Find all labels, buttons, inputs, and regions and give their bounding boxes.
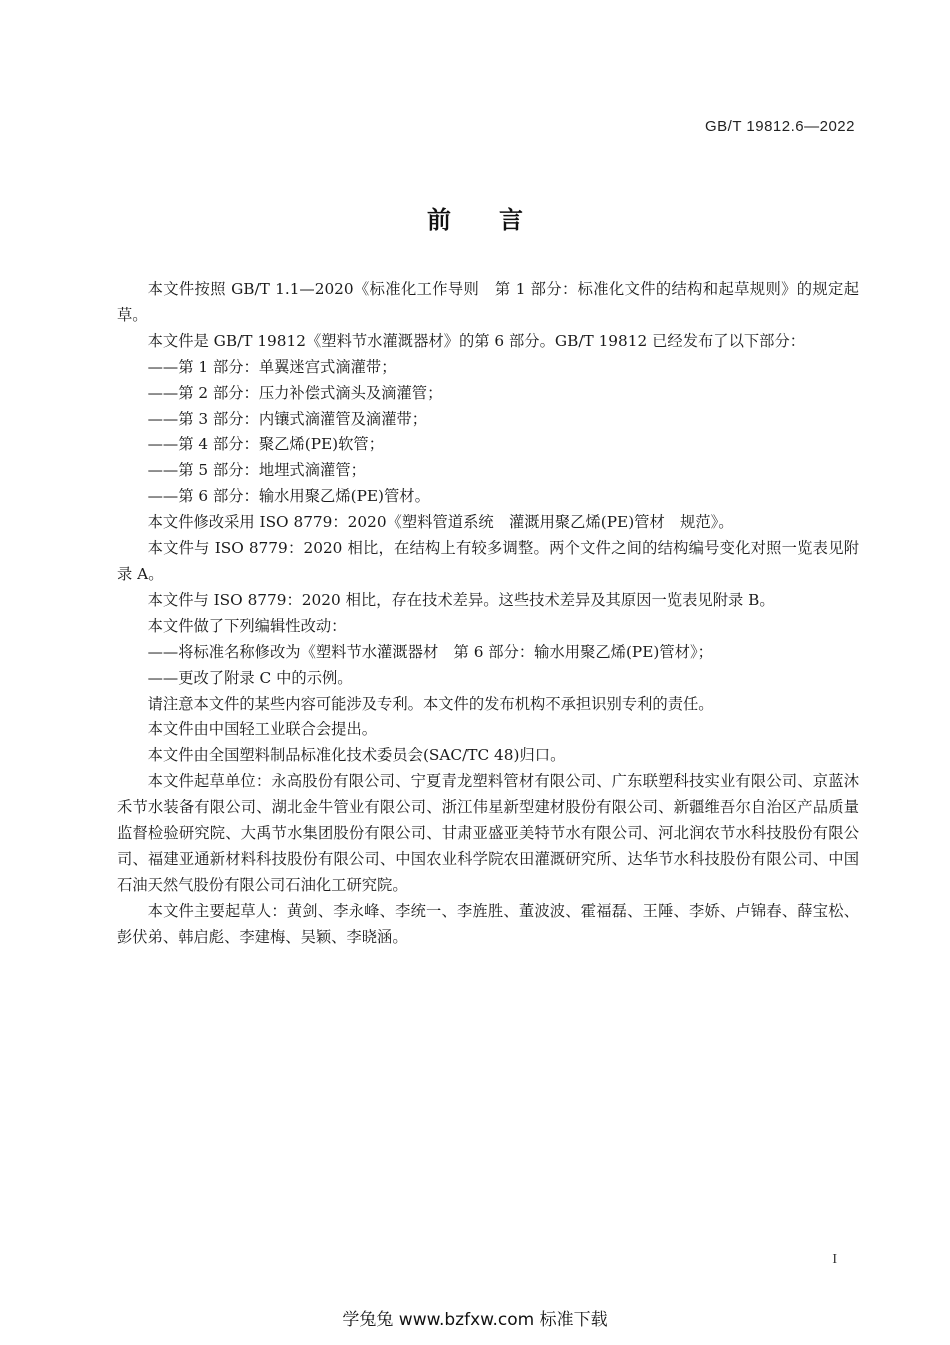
paragraph-patent-notice: 请注意本文件的某些内容可能涉及专利。本文件的发布机构不承担识别专利的责任。 <box>147 694 714 713</box>
list-item-editorial-2: ——更改了附录 C 中的示例。 <box>147 668 353 687</box>
paragraph-technical-committee: 本文件由全国塑料制品标准化技术委员会(SAC/TC 48)归口。 <box>147 746 566 765</box>
page-title: 前言 <box>427 206 571 234</box>
list-item-part-5: ——第 5 部分：地埋式滴灌管； <box>147 461 366 480</box>
list-item-part-6: ——第 6 部分：输水用聚乙烯(PE)管材。 <box>147 487 430 506</box>
paragraph-technical-differences: 本文件与 ISO 8779：2020 相比，存在技术差异。这些技术差异及其原因一览表见附录 B。 <box>147 590 775 609</box>
paragraph-iso-adoption: 本文件修改采用 ISO 8779：2020《塑料管道系统 灌溉用聚乙烯(PE)管材 规范》。 <box>147 513 734 532</box>
paragraph-structure-changes: 本文件与 ISO 8779：2020 相比，在结构上有较多调整。两个文件之间的结构编号变化对照一览表见附录 A。 <box>117 539 859 583</box>
paragraph-drafting-units: 本文件起草单位：永高股份有限公司、宁夏青龙塑料管材有限公司、广东联塑科技实业有限公司、京蓝沐禾节水装备有限公司、湖北金牛管业有限公司、浙江伟星新型建材股份有限公司、新疆维吾尔自治区产品质量监督检验研究院、大禹节水集团股份有限公司、甘肃亚盛亚美特节水有限公司、河北润农节水科技股份有限公司、福建亚通新材料科技股份有限公司、中国农业科学院农田灌溉研究所、达华节水科技股份有限公司、中国石油天然气股份有限公司石油化工研究院。 <box>117 772 859 894</box>
page-number: I <box>832 1252 837 1267</box>
footer-watermark: 学兔兔 www.bzfxw.com 标准下载 <box>342 1310 608 1330</box>
list-item-part-3: ——第 3 部分：内镶式滴灌管及滴灌带； <box>147 409 428 428</box>
list-item-part-1: ——第 1 部分：单翼迷宫式滴灌带； <box>147 357 397 376</box>
list-item-part-2: ——第 2 部分：压力补偿式滴头及滴灌管； <box>147 383 443 402</box>
list-item-editorial-1: ——将标准名称修改为《塑料节水灌溉器材 第 6 部分：输水用聚乙烯(PE)管材》； <box>147 642 713 661</box>
paragraph-series-intro: 本文件是 GB/T 19812《塑料节水灌溉器材》的第 6 部分。GB/T 19812 已经发布了以下部分： <box>147 331 806 350</box>
paragraph-drafters: 本文件主要起草人：黄剑、李永峰、李统一、李旌胜、董波波、霍福磊、王陲、李娇、卢锦春、薛宝松、彭伏弟、韩启彪、李建梅、吴颖、李晓涵。 <box>117 901 859 946</box>
paragraph-drafting-rules: 本文件按照 GB/T 1.1—2020《标准化工作导则 第 1 部分：标准化文件的结构和起草规则》的规定起草。 <box>117 280 859 324</box>
list-item-part-4: ——第 4 部分：聚乙烯(PE)软管； <box>147 435 385 454</box>
paragraph-editorial-changes: 本文件做了下列编辑性改动： <box>147 616 347 635</box>
paragraph-proposer: 本文件由中国轻工业联合会提出。 <box>147 720 378 739</box>
foreword-body <box>117 277 859 951</box>
standard-code: GB/T 19812.6—2022 <box>705 118 855 135</box>
